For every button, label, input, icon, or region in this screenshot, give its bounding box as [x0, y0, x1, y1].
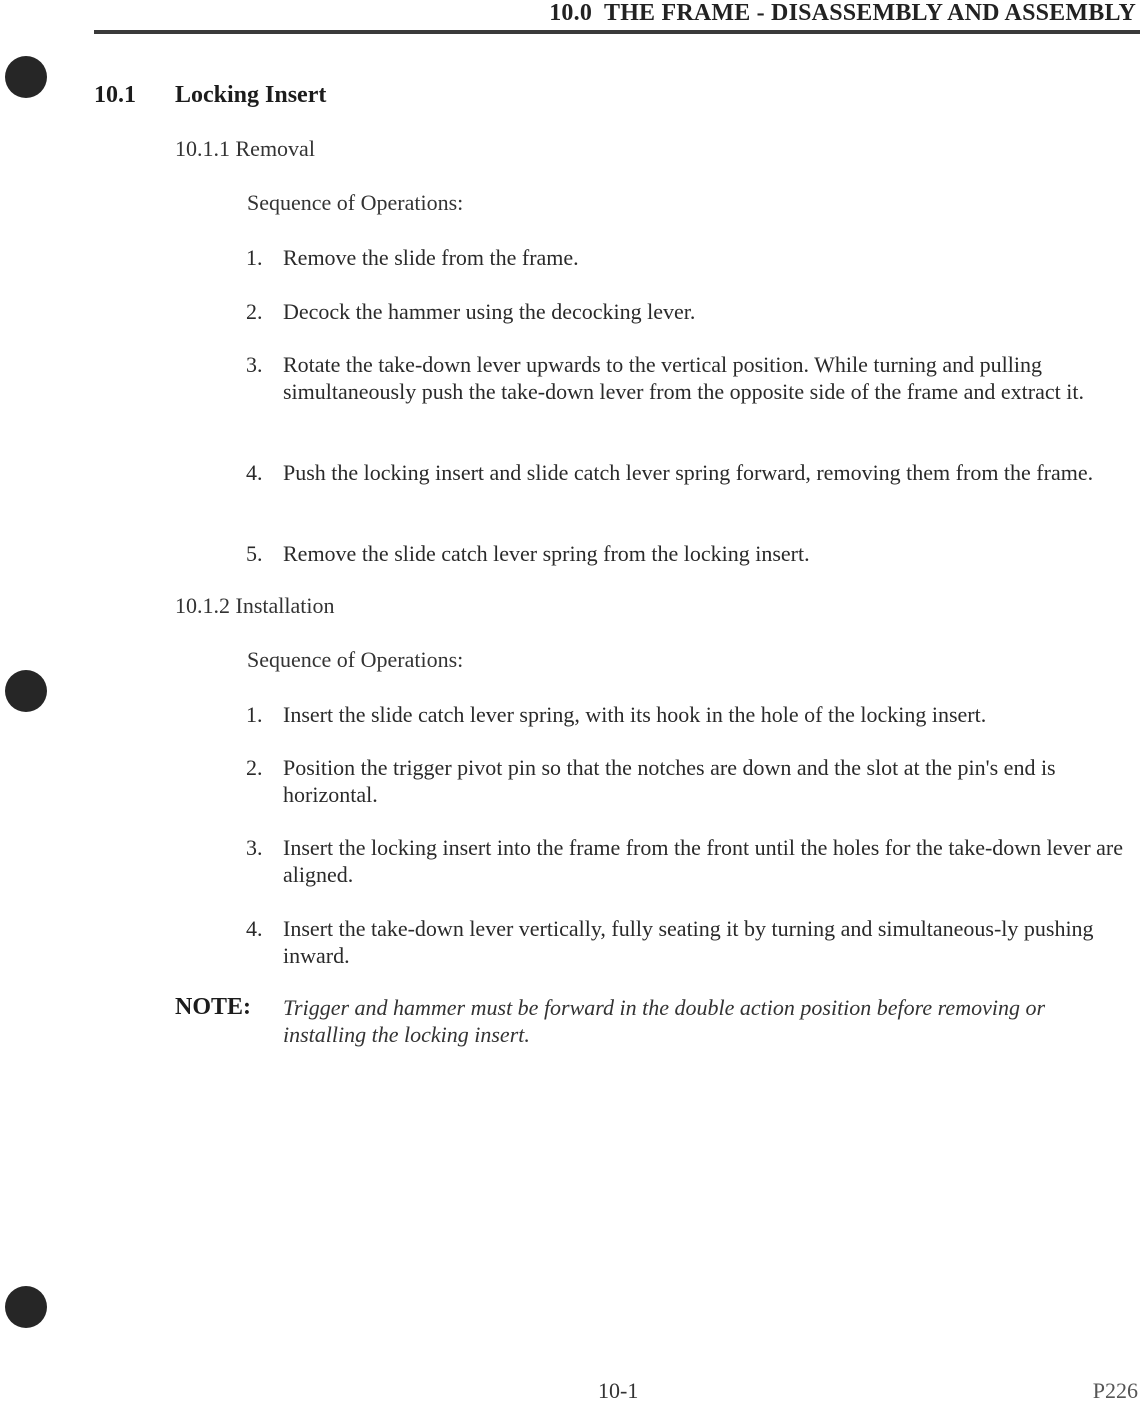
note-label: NOTE: — [175, 994, 252, 1020]
step-number: 2. — [246, 755, 263, 780]
removal-step — [246, 351, 1136, 405]
note-text: Trigger and hammer must be forward in the double action position before removing or installing the locking insert. — [283, 995, 1046, 1047]
step-text: Insert the take-down lever vertically, fully seating it by turning and simultaneous-ly pushing inward. — [283, 916, 1094, 968]
step-number: 4. — [246, 460, 263, 485]
step-number: 1. — [246, 245, 263, 270]
step-text: Push the locking insert and slide catch lever spring forward, removing them from the frame. — [283, 460, 1094, 485]
removal-step — [246, 459, 1136, 486]
step-text: Remove the slide from the frame. — [283, 245, 579, 270]
step-number: 5. — [246, 541, 263, 566]
removal-step — [246, 298, 1136, 325]
step-text: Insert the slide catch lever spring, with its hook in the hole of the locking insert. — [283, 702, 987, 727]
step-text: Insert the locking insert into the frame from the front until the holes for the take-down lever are aligned. — [283, 835, 1123, 887]
step-number: 2. — [246, 299, 263, 324]
header-rule — [94, 30, 1140, 34]
step-text: Decock the hammer using the decocking lever. — [283, 299, 696, 324]
installation-step — [246, 834, 1136, 888]
installation-heading: 10.1.2 Installation — [175, 593, 335, 618]
step-number: 3. — [246, 352, 263, 377]
section-title: Locking Insert — [175, 82, 327, 108]
installation-step — [246, 754, 1136, 808]
step-number: 4. — [246, 916, 263, 941]
removal-step — [246, 540, 1136, 567]
removal-heading: 10.1.1 Removal — [175, 136, 315, 161]
step-number: 1. — [246, 702, 263, 727]
step-text: Rotate the take-down lever upwards to the vertical position. While turning and pulling simultaneously push the take-down lever from the opposite side of the frame and extract it. — [283, 352, 1084, 404]
binder-hole-middle — [5, 670, 47, 712]
step-number: 3. — [246, 835, 263, 860]
section-number: 10.1 — [94, 82, 136, 108]
binder-hole-top — [5, 56, 47, 98]
page-number: 10-1 — [598, 1378, 639, 1403]
removal-sequence-label: Sequence of Operations: — [247, 190, 464, 215]
step-text: Position the trigger pivot pin so that the notches are down and the slot at the pin's end is horizontal. — [283, 755, 1056, 807]
step-text: Remove the slide catch lever spring from the locking insert. — [283, 541, 810, 566]
installation-step — [246, 915, 1136, 969]
binder-hole-bottom — [5, 1286, 47, 1328]
installation-sequence-label: Sequence of Operations: — [247, 647, 464, 672]
removal-step — [246, 244, 1136, 271]
chapter-title: 10.0 THE FRAME - DISASSEMBLY AND ASSEMBLY — [549, 0, 1136, 26]
installation-step — [246, 701, 1136, 728]
document-code: P226 — [1092, 1378, 1138, 1403]
